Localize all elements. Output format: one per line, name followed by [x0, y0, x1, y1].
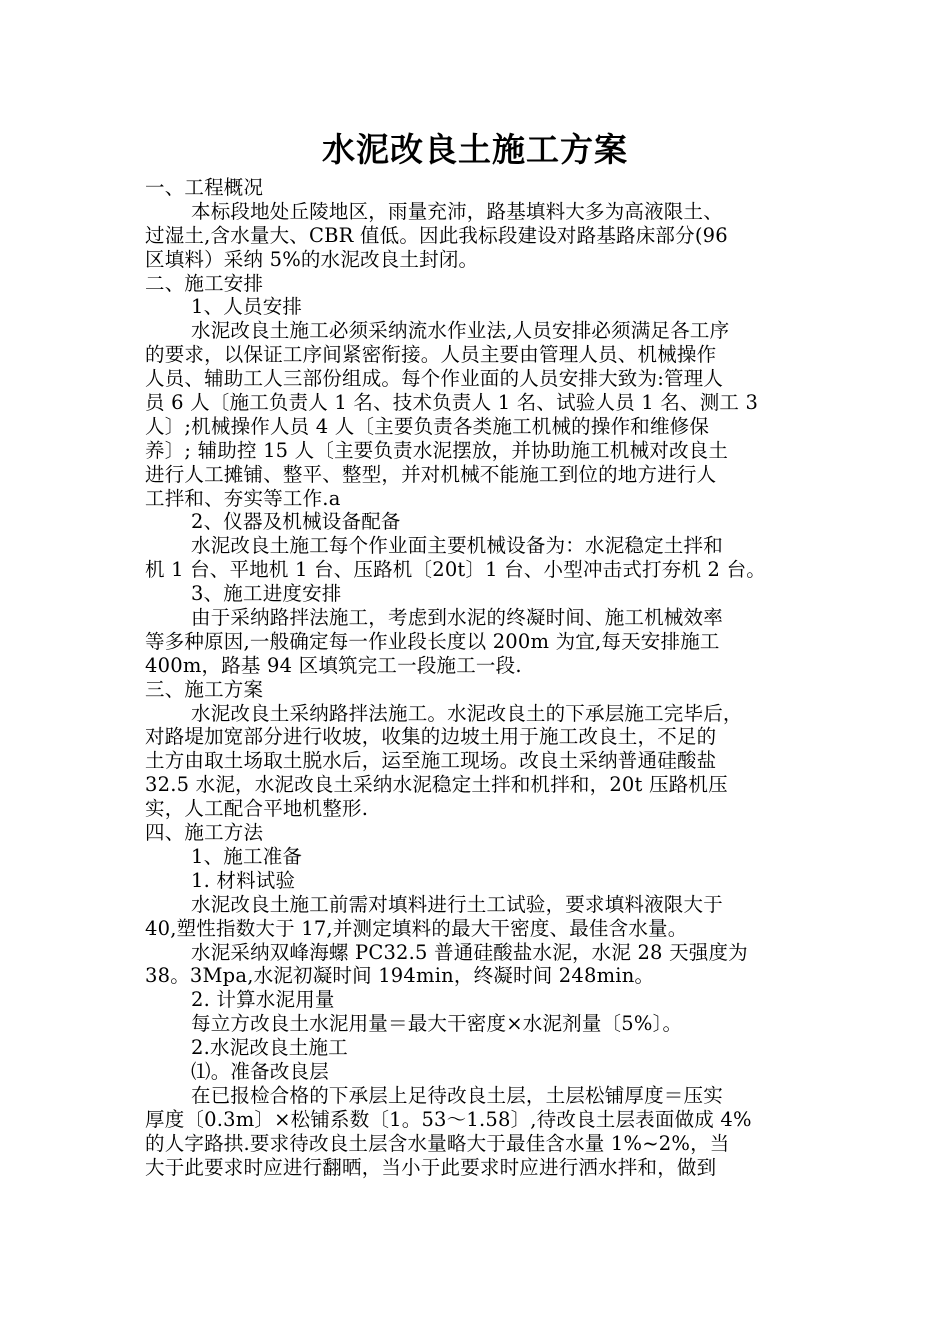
text-line: 2.水泥改良土施工	[191, 1036, 348, 1060]
text-line: 对路堤加宽部分进行收坡，收集的边坡土用于施工改良土，不足的	[145, 725, 717, 749]
document-title: 水泥改良土施工方案	[322, 130, 628, 169]
text-line: 由于采纳路拌法施工，考虑到水泥的终凝时间、施工机械效率	[191, 606, 723, 630]
text-line: 2. 计算水泥用量	[191, 988, 335, 1012]
text-line: 本标段地处丘陵地区，雨量充沛，路基填料大多为高液限土、	[191, 199, 723, 223]
text-line: 水泥改良土施工每个作业面主要机械设备为：水泥稳定土拌和	[191, 534, 723, 558]
text-line: ⑴。准备改良层	[191, 1059, 329, 1083]
text-line: 水泥改良土采纳路拌法施工。水泥改良土的下承层施工完毕后，	[191, 701, 743, 725]
text-line: 土方由取土场取土脱水后，运至施工现场。改良土采纳普通硅酸盐	[145, 749, 717, 773]
text-line: 3、施工进度安排	[191, 582, 342, 606]
text-line: 水泥改良土施工前需对填料进行土工试验，要求填料液限大于	[191, 892, 723, 916]
text-line: 400m，路基 94 区填筑完工一段施工一段.	[145, 653, 522, 677]
text-line: 区填料）采纳 5%的水泥改良土封闭。	[145, 247, 479, 271]
text-line: 2、仪器及机械设备配备	[191, 510, 401, 534]
text-line: 实，人工配合平地机整形.	[145, 797, 369, 821]
text-line: 1. 材料试验	[191, 868, 296, 892]
text-line: 等多种原因,一般确定每一作业段长度以 200m 为宜,每天安排施工	[145, 629, 720, 653]
text-line: 的要求，以保证工序间紧密衔接。人员主要由管理人员、机械操作	[145, 343, 717, 367]
text-line: 二、施工安排	[145, 271, 264, 295]
text-line: 过湿土,含水量大、CBR 值低。因此我标段建设对路基路床部分(96	[145, 223, 728, 247]
text-line: 38。3Mpa,水泥初凝时间 194min，终凝时间 248min。	[145, 964, 655, 988]
text-line: 32.5 水泥，水泥改良土采纳水泥稳定土拌和机拌和，20t 压路机压	[145, 773, 728, 797]
text-line: 养〕; 辅助控 15 人〔主要负责水泥摆放，并协助施工机械对改良土	[145, 438, 729, 462]
text-line: 员 6 人〔施工负责人 1 名、技术负责人 1 名、试验人员 1 名、测工 3	[145, 391, 759, 415]
text-line: 工拌和、夯实等工作.a	[145, 486, 341, 510]
text-line: 人员、辅助工人三部份组成。每个作业面的人员安排大致为:管理人	[145, 367, 724, 391]
text-line: 每立方改良土水泥用量＝最大干密度×水泥剂量〔5%〕。	[191, 1012, 683, 1036]
text-line: 的人字路拱.要求待改良土层含水量略大于最佳含水量 1%~2%，当	[145, 1131, 730, 1155]
text-line: 40,塑性指数大于 17,并测定填料的最大干密度、最佳含水量。	[145, 916, 688, 940]
text-line: 三、施工方案	[145, 677, 264, 701]
text-line: 机 1 台、平地机 1 台、压路机〔20t〕1 台、小型冲击式打夯机 2 台。	[145, 558, 766, 582]
text-line: 进行人工摊铺、整平、整型，并对机械不能施工到位的地方进行人	[145, 462, 717, 486]
text-line: 厚度〔0.3m〕×松铺系数〔1。53～1.58〕,待改良土层表面做成 4%	[145, 1107, 752, 1131]
text-line: 水泥采纳双峰海螺 PC32.5 普通硅酸盐水泥，水泥 28 天强度为	[191, 940, 748, 964]
text-line: 一、工程概况	[145, 176, 264, 199]
text-line: 1、施工准备	[191, 844, 303, 868]
document-body	[145, 176, 810, 1179]
text-line: 在已报检合格的下承层上足待改良土层，土层松铺厚度＝压实	[191, 1083, 723, 1107]
text-line: 水泥改良土施工必须采纳流水作业法,人员安排必须满足各工序	[191, 319, 730, 343]
text-line: 1、人员安排	[191, 295, 303, 319]
text-line: 人〕;机械操作人员 4 人〔主要负责各类施工机械的操作和维修保	[145, 414, 710, 438]
text-line: 四、施工方法	[145, 821, 264, 845]
text-line: 大于此要求时应进行翻晒，当小于此要求时应进行洒水拌和，做到	[145, 1155, 717, 1179]
